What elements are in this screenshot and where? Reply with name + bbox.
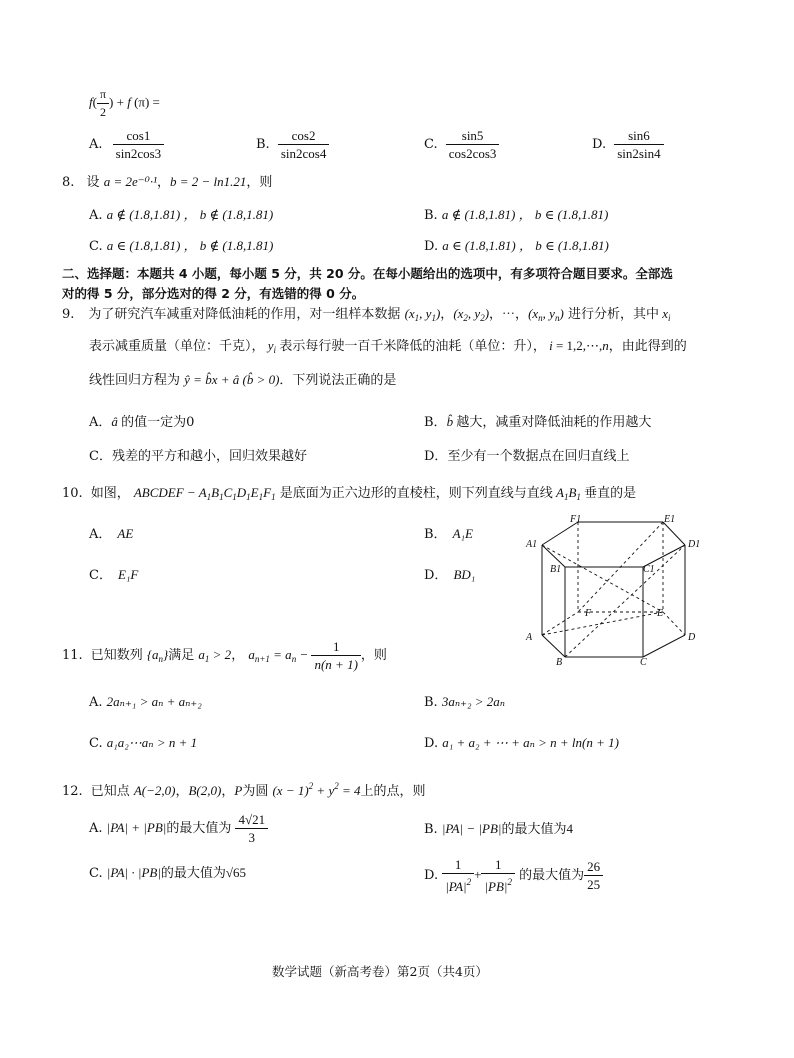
q10-option-a[interactable]: A． AE [89, 526, 134, 542]
edge-a1f1 [542, 522, 578, 545]
q8-option-c[interactable]: C. a ∈ (1.8,1.81) ， b ∉ (1.8,1.81) [89, 238, 274, 254]
label-d1: D1 [688, 539, 701, 550]
q12-option-d[interactable]: D. $\frac{1}{|PA|^2}$ + $\frac{1}{|PB|^2}$ 的最大值为 $\frac{26}{25}$ [424, 856, 603, 895]
q12-stem: 12. 已知点 A(−2,0)，B(2,0)，P为圆 $(x - 1)^2 + y^2 = 4$上的点，则 [62, 781, 426, 799]
q10-option-d[interactable]: D． BD₁ [424, 567, 476, 583]
q8-option-d[interactable]: D. a ∈ (1.8,1.81) ， b ∈ (1.8,1.81) [424, 238, 609, 254]
q12-option-c[interactable]: C. |PA| · |PB|的最大值为√65 [89, 865, 247, 881]
q10-option-b[interactable]: B． A₁E [424, 526, 473, 542]
label-b1: B1 [550, 564, 562, 575]
q11-option-d[interactable]: D. a₁ + a₂ + ⋯ + aₙ > n + ln(n + 1) [424, 735, 619, 751]
section-2-heading-cont: 对的得 5 分，部分选对的得 2 分，有选错的得 0 分。 [62, 286, 365, 301]
q7-option-a[interactable]: A. $\frac{\cos 1}{\sin 2\cos 3}$ [89, 127, 164, 162]
label-c1: C1 [643, 564, 655, 575]
q11-stem: 11. 已知数列 $\{a_n\}$满足 $a_1 > 2$， $a_{n+1} = a_n$ − $\frac{1}{n(n + 1)}$ ，则 [62, 639, 387, 672]
edge-e1d1 [663, 522, 685, 545]
q8-stem: 8. 设 a = 2e⁻⁰·¹，b = 2 − ln1.21，则 [62, 174, 273, 190]
q11-option-b[interactable]: B. 3aₙ₊₂ > 2aₙ [424, 694, 506, 710]
q10-stem: 10. 如图， ABCDEF − $A_1B_1C_1D_1E_1F_1$ 是底面为正六边形的直棱柱，则下列直线与直线 $A_1B_1$ 垂直的是 [62, 485, 637, 502]
edge-cd [643, 635, 685, 657]
q9-line3: 线性回归方程为 ŷ = b̂x + â (b̂ > 0)．下列说法正确的是 [89, 372, 397, 388]
hidden-line-ae [542, 612, 663, 635]
page-footer: 数学试题（新高考卷）第2页（共4页） [272, 964, 488, 979]
q7-option-c[interactable]: C. $\frac{\sin 5}{\cos 2\cos 3}$ [424, 127, 499, 162]
label-f1: F1 [570, 514, 582, 525]
label-a: A [526, 632, 533, 643]
q9-line2: 表示减重质量（单位：千克）， $y_i$ 表示每行驶一百千米降低的油耗（单位：升）， i = 1,2,⋯,n，由此得到的 [89, 338, 687, 355]
hidden-edge-ed [663, 612, 685, 635]
q9-option-a[interactable]: A．â 的值一定为0 [89, 414, 195, 430]
q11-option-c[interactable]: C. a₁a₂⋯aₙ > n + 1 [89, 735, 198, 751]
q9-line1: 9. 为了研究汽车减重对降低油耗的作用，对一组样本数据 ($x_1$, $y_1$)，($x_2$, $y_2$)，⋯，($x_n$, $y_n$) 进行分析，其中 $x_i$ [62, 306, 671, 323]
label-c: C [640, 657, 647, 668]
label-f: F [585, 608, 592, 619]
edge-ab [542, 635, 565, 657]
q9-option-b[interactable]: B．b̂ 越大，减重对降低油耗的作用越大 [424, 414, 652, 430]
q7-stem: f( $\frac{\pi}{2}$ ) + f (π) = [89, 87, 160, 119]
label-d: D [688, 632, 696, 643]
q7-option-b[interactable]: B. $\frac{\cos 2}{\sin 2\cos 4}$ [256, 127, 329, 162]
q10-option-c[interactable]: C． E₁F [89, 567, 139, 583]
label-e: E [657, 608, 664, 619]
label-e1: E1 [664, 514, 676, 525]
q7-option-d[interactable]: D. $\frac{\sin 6}{\sin 2\sin 4}$ [592, 127, 664, 162]
q9-option-c[interactable]: C．残差的平方和越小，回归效果越好 [89, 449, 307, 464]
q8-option-a[interactable]: A. a ∉ (1.8,1.81) ， b ∉ (1.8,1.81) [89, 207, 274, 223]
label-a1: A1 [526, 539, 538, 550]
q12-option-a[interactable]: A. |PA| + |PB|的最大值为 $\frac{4√21}{3}$ [89, 811, 268, 846]
section-2-heading: 二、选择题：本题共 4 小题，每小题 5 分，共 20 分。在每小题给出的选项中，有多项符合题目要求。全部选 [62, 266, 673, 281]
hidden-line-a1e [542, 545, 663, 612]
q12-option-b[interactable]: B. |PA| − |PB|的最大值为4 [424, 821, 573, 837]
hexagonal-prism-figure [518, 512, 704, 670]
q8-option-b[interactable]: B. a ∉ (1.8,1.81) ， b ∈ (1.8,1.81) [424, 207, 609, 223]
q9-option-d[interactable]: D．至少有一个数据点在回归直线上 [424, 449, 630, 464]
label-b: B [556, 657, 563, 668]
q11-option-a[interactable]: A. 2aₙ₊₁ > aₙ + aₙ₊₂ [89, 694, 202, 710]
